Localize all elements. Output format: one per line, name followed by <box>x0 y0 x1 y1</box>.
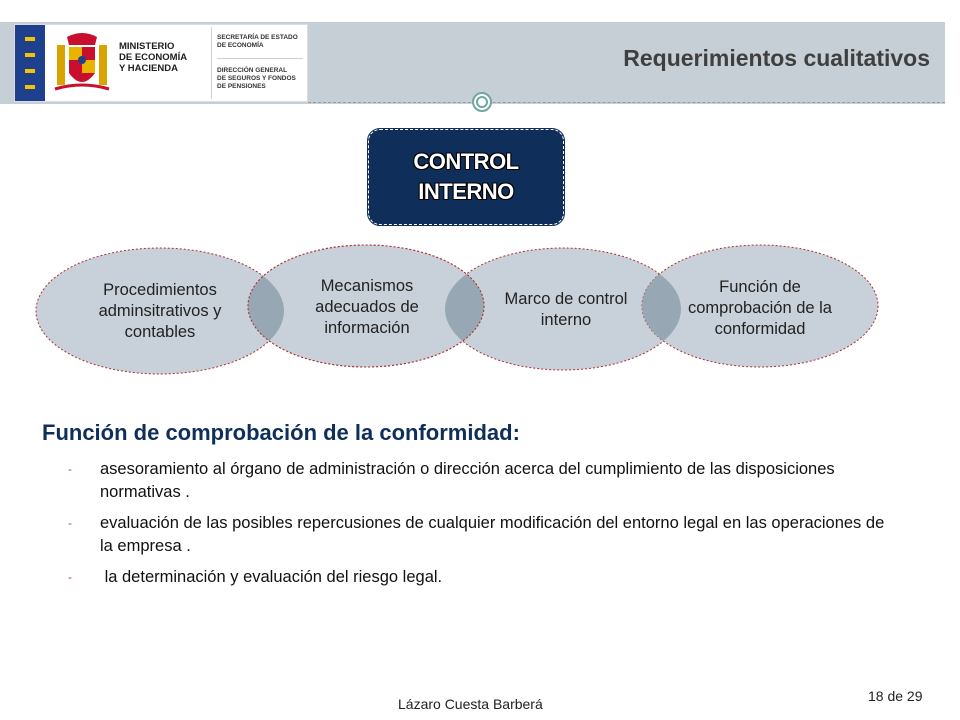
label-mecanismos: Mecanismos adecuados de información <box>315 276 419 337</box>
bullet-text: evaluación de las posibles repercusiones de cualquier modificación del entorno legal en las operaciones de la empresa . <box>100 514 885 555</box>
control-interno-box: CONTROL INTERNO <box>368 129 564 225</box>
slide-title: Requerimientos cualitativos <box>623 45 930 71</box>
secretaria-name: SECRETARÍA DE ESTADO DE ECONOMÍA <box>217 34 298 49</box>
bullet-text: asesoramiento al órgano de administración o dirección acerca del cumplimiento de las disposiciones normativas . <box>100 460 835 501</box>
list-item <box>68 512 888 558</box>
direccion-name: DIRECCIÓN GENERAL DE SEGUROS Y FONDOS DE PENSIONES <box>217 67 296 90</box>
list-item <box>68 566 888 589</box>
label-funcion: Función de comprobación de la conformidad <box>687 277 832 338</box>
page-number: 18 de 29 <box>868 688 923 704</box>
bullet-marker: - <box>68 462 72 476</box>
bullet-marker: - <box>68 516 72 530</box>
bullet-marker: - <box>68 570 72 584</box>
bullet-list <box>68 458 888 597</box>
label-procedimientos: Procedimientos adminsitrativos y contables <box>98 280 222 341</box>
section-heading: Función de comprobación de la conformidad: <box>42 420 520 445</box>
label-marco: Marco de control interno <box>504 290 628 329</box>
ministry-name: MINISTERIO DE ECONOMÍA Y HACIENDA <box>119 41 188 74</box>
footer-author: Lázaro Cuesta Barberá <box>398 696 543 712</box>
list-item <box>68 458 888 504</box>
bullet-text: la determinación y evaluación del riesgo legal. <box>100 568 443 586</box>
